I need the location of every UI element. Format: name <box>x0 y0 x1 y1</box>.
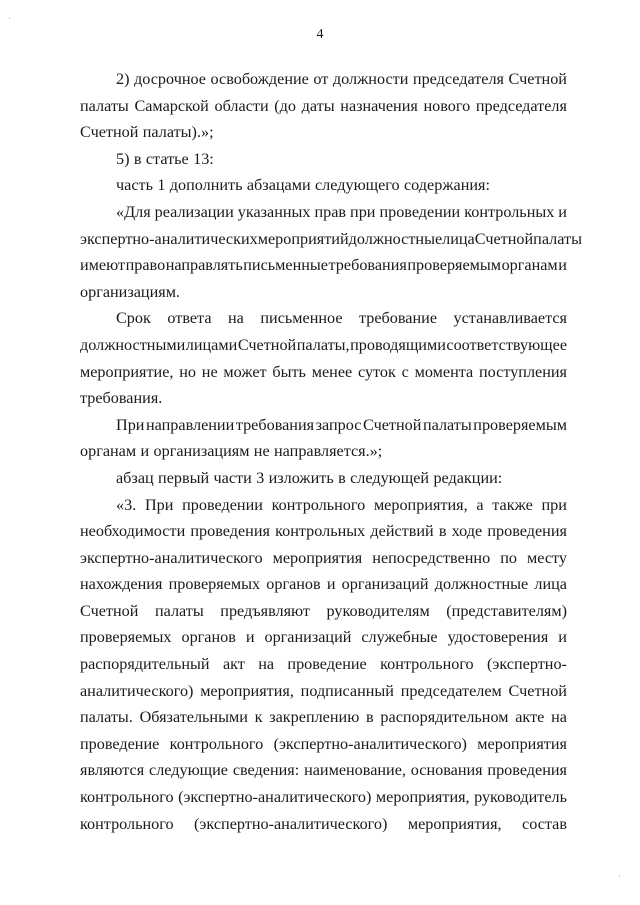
word: проведение <box>287 655 367 674</box>
word: необходимости <box>80 522 186 541</box>
word: а <box>476 495 484 514</box>
text-line <box>80 731 567 758</box>
word: требование <box>359 309 438 328</box>
word: и <box>558 256 567 275</box>
word: мероприятия, <box>373 495 468 514</box>
paragraph <box>80 66 567 146</box>
word: Счетной <box>363 415 422 434</box>
word: абзацами <box>246 176 311 195</box>
word: на <box>258 655 275 674</box>
scan-mark: · <box>8 13 11 23</box>
word: изложить <box>268 468 334 487</box>
word: лицами <box>185 335 238 354</box>
word: служебные <box>361 628 438 647</box>
word: (экспертно-аналитического) <box>273 734 467 753</box>
text-line <box>80 624 567 651</box>
word: и <box>245 628 255 647</box>
word: Счетной <box>508 681 567 700</box>
word: и <box>558 628 567 647</box>
word: следующие <box>149 761 228 780</box>
text-line <box>80 305 567 332</box>
word: являются <box>80 761 145 780</box>
paragraph <box>80 492 567 838</box>
text-line <box>80 811 567 838</box>
word: председателем <box>400 681 502 700</box>
word: руководитель <box>474 788 567 807</box>
word: палаты).»; <box>142 123 214 142</box>
word: нового <box>423 96 471 115</box>
word: 5) <box>116 149 130 168</box>
word: контрольных <box>275 522 366 541</box>
paragraph <box>80 305 567 411</box>
word: должности <box>332 70 409 88</box>
word: проведение <box>80 734 160 753</box>
word: также <box>492 495 533 514</box>
scan-mark: · <box>618 871 621 881</box>
word: мероприятие, <box>80 362 174 381</box>
word: контрольного <box>271 495 366 514</box>
word: к <box>254 708 263 727</box>
word: 3 <box>256 468 265 487</box>
word: и <box>558 202 567 221</box>
word: органов <box>181 628 236 647</box>
word: 2) <box>116 70 130 88</box>
word: и <box>326 575 336 594</box>
word: распорядительном <box>380 708 509 727</box>
word: проверяемым <box>407 256 502 275</box>
word: (экспертно- <box>487 655 567 674</box>
word: экспертно-аналитических <box>80 229 258 248</box>
word: акт <box>222 655 245 674</box>
word: не <box>201 362 218 381</box>
text-line <box>80 226 582 253</box>
word: абзац <box>116 468 154 487</box>
word: мероприятия <box>272 548 363 567</box>
word: проводящими <box>350 335 446 354</box>
word: часть <box>116 176 153 195</box>
word: палаты <box>154 601 204 620</box>
word: в <box>133 149 142 168</box>
word: может <box>223 362 267 381</box>
word: мероприятия, <box>200 681 294 700</box>
word: сведения: <box>232 761 300 780</box>
word: менее <box>311 362 353 381</box>
word: Срок <box>116 309 151 328</box>
word: должностными <box>80 335 186 354</box>
word: на <box>228 309 244 328</box>
text-line <box>80 492 567 519</box>
word: закреплению <box>269 708 360 727</box>
word: органам <box>80 442 137 461</box>
word: ходе <box>451 522 483 541</box>
paragraph <box>80 412 567 465</box>
word: Счетной <box>474 229 534 248</box>
word: наименование, <box>304 761 406 780</box>
word: право <box>125 256 166 275</box>
word: письменные <box>243 256 328 275</box>
word: руководителям <box>326 601 430 620</box>
text-line <box>80 412 567 439</box>
word: следующей <box>350 468 430 487</box>
word: в <box>366 708 374 727</box>
word: в <box>438 522 447 541</box>
word: назначения <box>340 96 418 115</box>
word: и <box>140 442 150 461</box>
word: (до <box>274 96 297 115</box>
word: 1 <box>157 176 166 195</box>
word: статье <box>145 149 189 168</box>
word: (экспертно-аналитического) <box>178 788 372 807</box>
word: мероприятия, <box>407 814 502 833</box>
word: должностные <box>348 229 443 248</box>
word: реализации <box>154 202 234 221</box>
text-line <box>80 438 567 465</box>
word: органов <box>266 575 321 594</box>
word: состав <box>522 814 567 833</box>
word: палаты <box>80 96 129 115</box>
text-line <box>80 332 567 359</box>
word: проведения <box>487 761 567 780</box>
word: указанных <box>237 202 311 221</box>
word: с <box>401 362 409 381</box>
word: организаций <box>264 628 352 647</box>
word: удостоверения <box>447 628 549 647</box>
word: проведении <box>379 202 461 221</box>
word: следующего <box>315 176 400 195</box>
word: лица <box>534 575 567 594</box>
text-line <box>80 172 567 199</box>
word: распорядительный <box>80 655 210 674</box>
word: непосредственно <box>372 548 491 567</box>
word: месту <box>526 548 567 567</box>
word: палаты <box>422 415 472 434</box>
word: мероприятия <box>477 734 567 753</box>
word: организаций <box>341 575 429 594</box>
page-number: 4 <box>316 27 324 42</box>
text-line <box>80 93 567 120</box>
paragraph <box>80 146 567 173</box>
word: нахождения <box>80 575 163 594</box>
text-line <box>80 757 567 784</box>
word: Обязательными <box>139 708 248 727</box>
word: (представителям) <box>446 601 567 620</box>
word: но <box>179 362 196 381</box>
word: проведении <box>182 495 263 514</box>
word: проверяемых <box>168 575 261 594</box>
word: даты <box>301 96 335 115</box>
text-line <box>80 199 567 226</box>
word: палаты. <box>80 708 133 727</box>
paragraph <box>80 199 582 305</box>
word: лица <box>442 229 475 248</box>
text-line <box>80 545 567 572</box>
word: мероприятия, <box>375 788 470 807</box>
word: Счетной <box>508 70 567 88</box>
word: мероприятий <box>257 229 349 248</box>
word: соответствующее <box>446 335 567 354</box>
word: освобождение <box>210 70 309 88</box>
word: не <box>253 442 270 461</box>
text-line <box>80 385 567 412</box>
word: проверяемым <box>473 415 567 434</box>
word: прав <box>314 202 347 221</box>
word: аналитического) <box>80 681 194 700</box>
word: по <box>500 548 517 567</box>
word: досрочное <box>134 70 206 88</box>
word: предъявляют <box>220 601 310 620</box>
word: Самарской <box>134 96 209 115</box>
word: При <box>116 415 145 434</box>
word: (экспертно-аналитического) <box>194 814 388 833</box>
word: Счетной <box>80 123 139 142</box>
word: части <box>213 468 252 487</box>
word: первый <box>158 468 210 487</box>
word: палаты, <box>296 335 350 354</box>
word: должностные <box>434 575 529 594</box>
word: подписанный <box>300 681 394 700</box>
word: требования <box>328 256 407 275</box>
word: суток <box>357 362 396 381</box>
text-line <box>80 359 567 386</box>
word: при <box>541 495 567 514</box>
word: органам <box>501 256 558 275</box>
word: «Для <box>116 202 151 221</box>
text-line <box>80 146 567 173</box>
word: проведения <box>190 522 270 541</box>
word: области <box>214 96 269 115</box>
paragraph <box>80 465 567 492</box>
word: устанавливается <box>453 309 567 328</box>
word: на <box>551 708 567 727</box>
word: председателя <box>412 70 505 88</box>
word: Счетной <box>80 601 139 620</box>
word: Счетной <box>237 335 297 354</box>
word: 13: <box>193 149 214 168</box>
word: направлять <box>165 256 243 275</box>
word: быть <box>272 362 306 381</box>
word: председателя <box>475 96 567 115</box>
word: письменное <box>260 309 343 328</box>
word: проведения <box>487 522 567 541</box>
word: в <box>338 468 346 487</box>
document-body <box>80 66 582 837</box>
word: контрольного <box>80 814 174 833</box>
word: палаты <box>533 229 582 248</box>
text-line <box>80 704 567 731</box>
word: редакции: <box>433 468 503 487</box>
word: поступления <box>478 362 567 381</box>
word: требования. <box>80 389 163 408</box>
word: проверяемых <box>80 628 172 647</box>
word: ответа <box>167 309 212 328</box>
word: При <box>144 495 174 514</box>
word: имеют <box>80 256 126 275</box>
word: направлении <box>146 415 235 434</box>
word: запрос <box>315 415 362 434</box>
text-line <box>80 651 567 678</box>
text-line <box>80 598 567 625</box>
word: дополнить <box>169 176 243 195</box>
word: контрольного <box>169 734 264 753</box>
word: требования <box>235 415 315 434</box>
word: действий <box>370 522 434 541</box>
text-line <box>80 678 567 705</box>
word: контрольного <box>380 655 474 674</box>
word: основания <box>410 761 483 780</box>
word: от <box>313 70 329 88</box>
text-line <box>80 571 567 598</box>
word: направляется.»; <box>274 442 383 461</box>
word: при <box>350 202 376 221</box>
paragraph <box>80 172 567 199</box>
text-line <box>80 784 567 811</box>
word: «3. <box>116 495 137 514</box>
word: момента <box>414 362 474 381</box>
text-line <box>80 518 567 545</box>
text-line <box>80 279 567 306</box>
text-line <box>80 119 567 146</box>
text-line <box>80 66 567 93</box>
word: организациям. <box>80 282 180 301</box>
word: контрольных <box>464 202 555 221</box>
text-line <box>80 465 567 492</box>
word: акте <box>515 708 545 727</box>
text-line <box>80 252 567 279</box>
word: контрольного <box>80 788 174 807</box>
word: содержания: <box>404 176 490 195</box>
word: экспертно-аналитического <box>80 548 263 567</box>
word: организациям <box>153 442 250 461</box>
